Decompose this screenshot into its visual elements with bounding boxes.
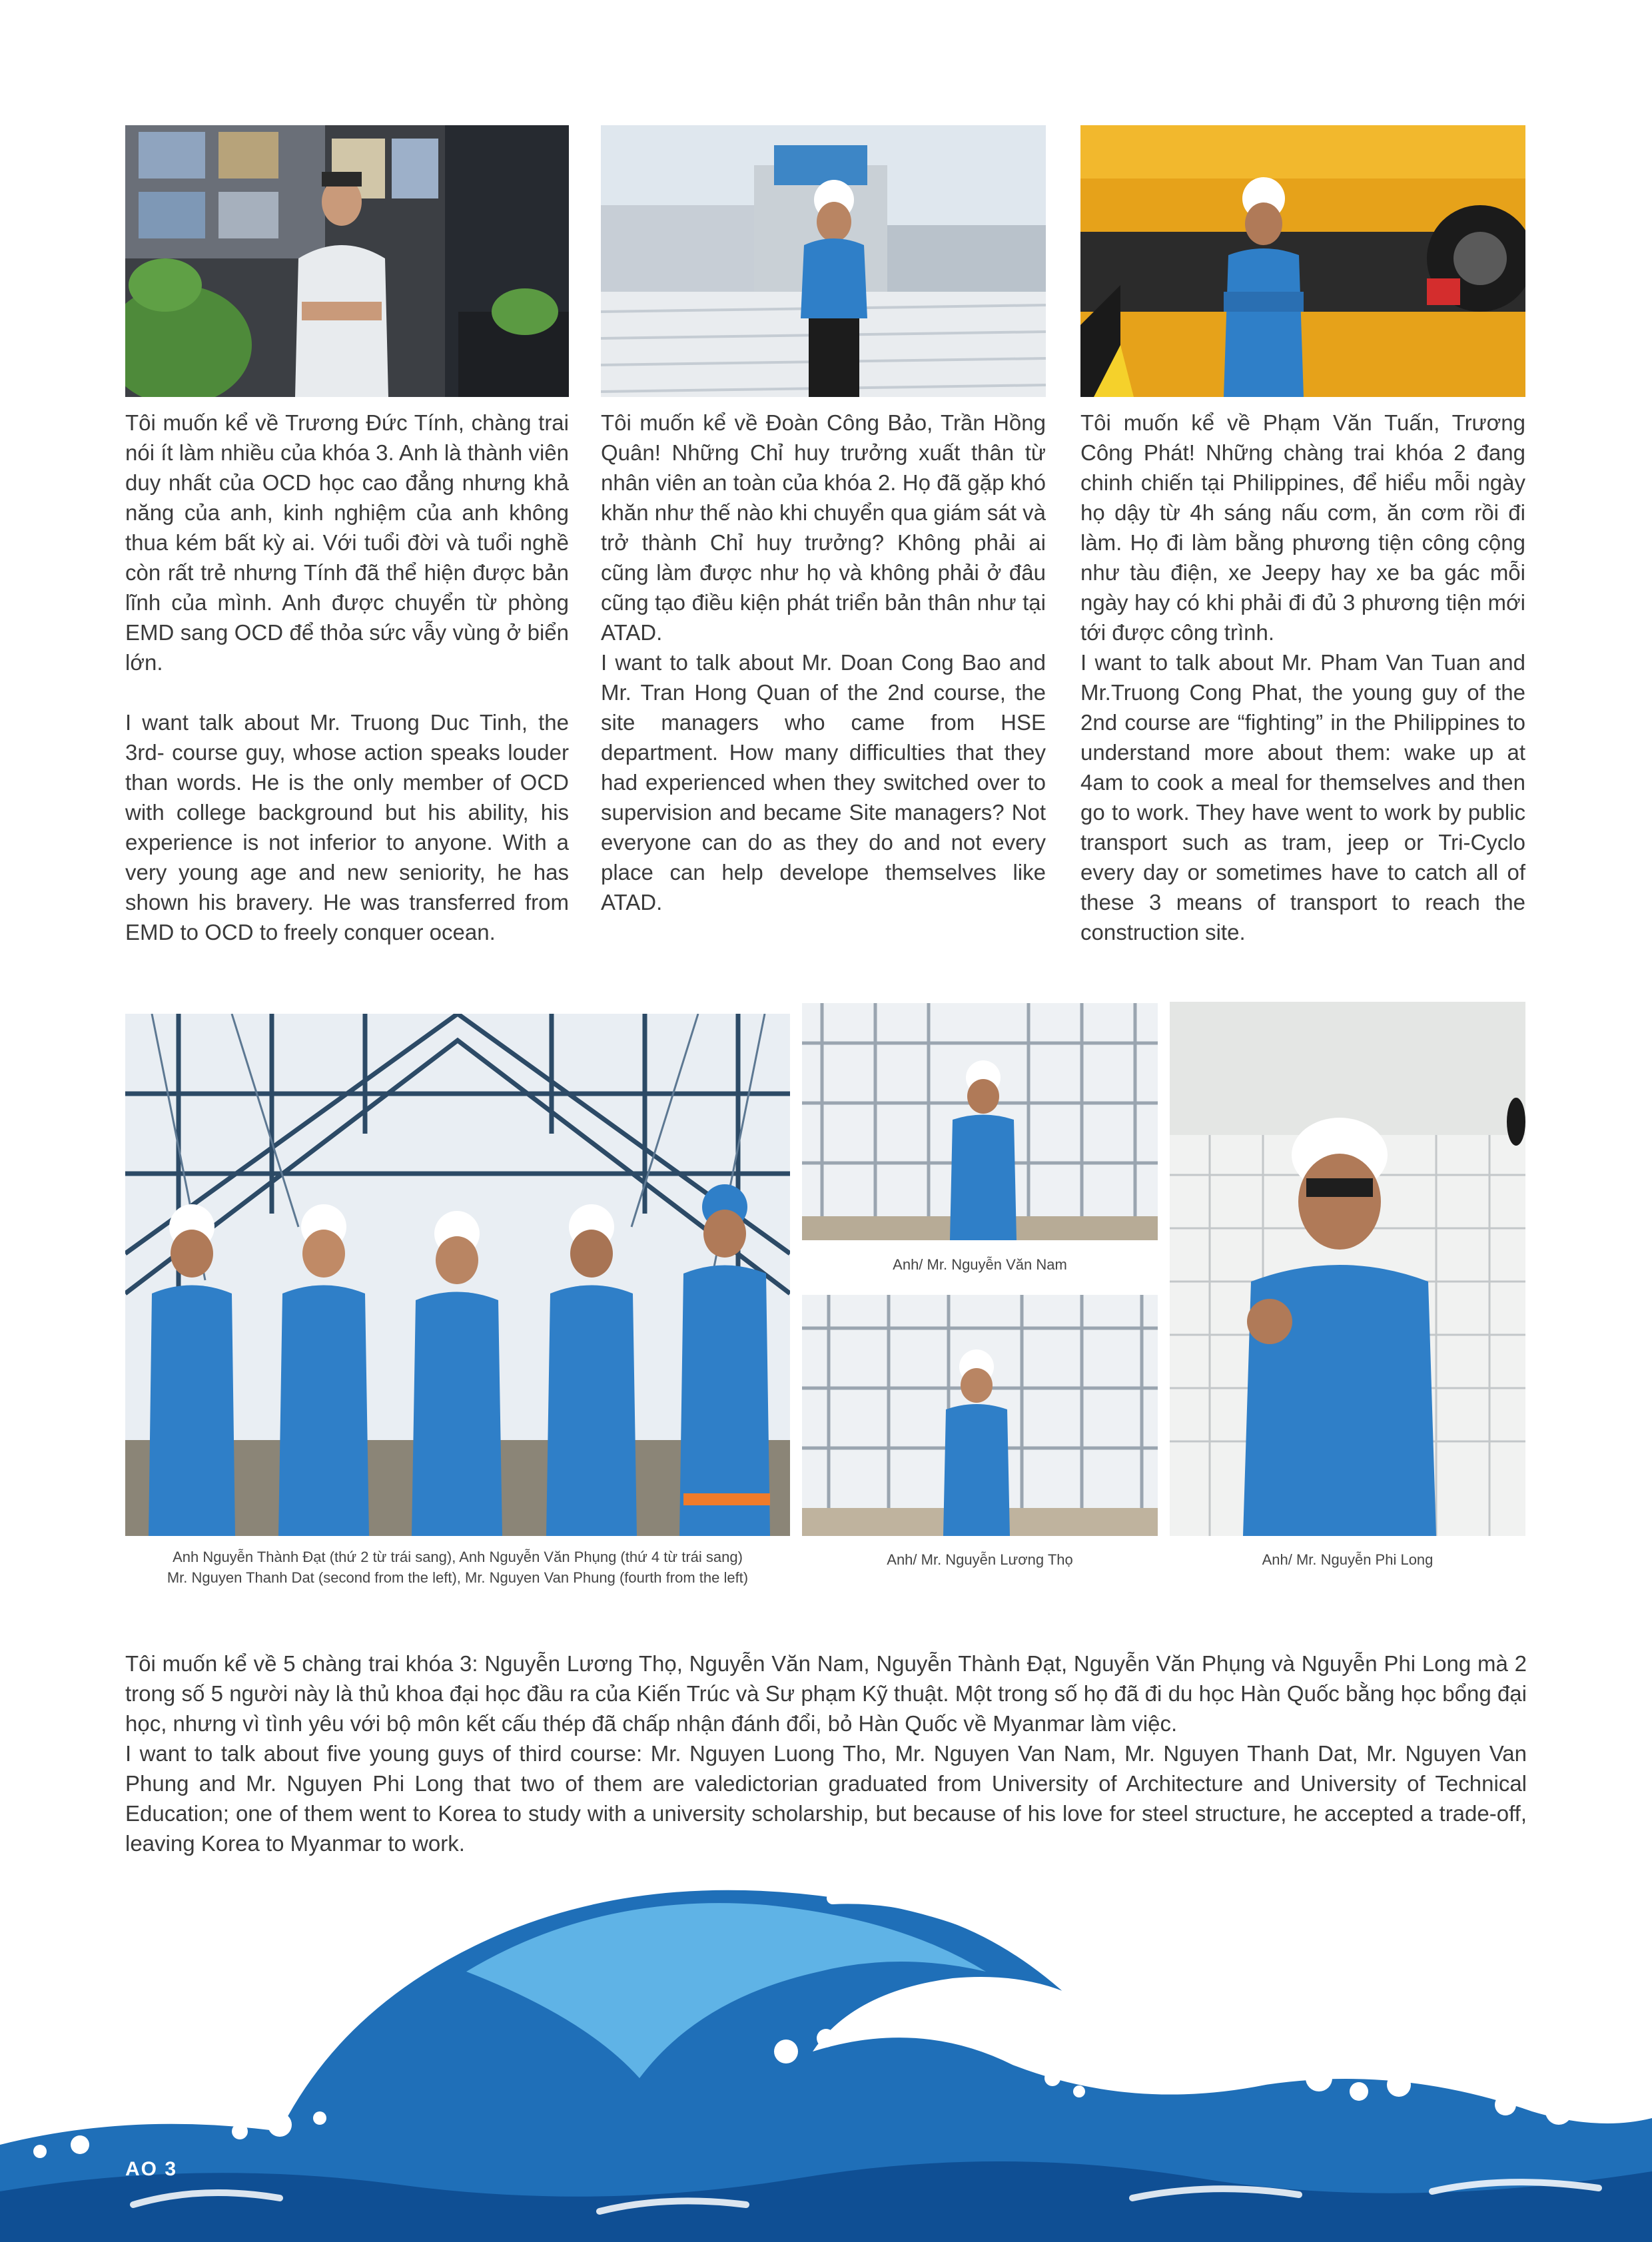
photo-pham-van-tuan — [1080, 125, 1525, 397]
column-text-1 — [125, 408, 569, 947]
man-thumbs-up-steel-frame-photo — [802, 1003, 1158, 1240]
column-3-english: I want to talk about Mr. Pham Van Tuan and Mr.Truong Cong Phat, the young guy of the 2nd course are “fighting” in the Philippines to understand more about them: wake up at 4am to cook a meal for themselves and then go to work. They have went to work by public transport such as tram, jeep or Tri-Cyclo every day or sometimes have to catch all of these 3 means of transport to reach the construction site. — [1080, 650, 1525, 944]
man-thumbs-up-warehouse-photo — [802, 1295, 1158, 1536]
photo-truong-duc-tinh — [125, 125, 569, 397]
ocean-wave-illustration — [0, 1798, 1652, 2242]
caption-group-vietnamese: Anh Nguyễn Thành Đạt (thứ 2 từ trái sang), Anh Nguyễn Văn Phụng (thứ 4 từ trái sang) — [173, 1549, 743, 1565]
page-number: AO 3 — [125, 2158, 178, 2180]
caption-nguyen-luong-tho: Anh/ Mr. Nguyễn Lương Thọ — [887, 1551, 1073, 1568]
photo-nguyen-phi-long — [1170, 1002, 1525, 1536]
column-2-vietnamese: Tôi muốn kể về Đoàn Công Bảo, Trần Hồng Quân! Những Chỉ huy trưởng xuất thân từ nhân viên an toàn của khóa 2. Họ đã gặp khó khăn như thế nào khi chuyển qua giám sát và trở thành Chỉ huy trưởng? Không phải ai cũng làm được như họ và không phải ở đâu cũng tạo điều kiện phát triển bản thân như tại ATAD. — [601, 410, 1046, 645]
column-1-vietnamese: Tôi muốn kể về Trương Đức Tính, chàng trai nói ít làm nhiều của khóa 3. Anh là thành viên duy nhất của OCD học cao đẳng nhưng khả năng của anh, kinh nghiệm của anh không thua kém bất kỳ ai. Với tuổi đời và tuổi nghề còn rất trẻ nhưng Tính đã thể hiện được bản lĩnh của mình. Anh được chuyển từ phòng EMD sang OCD để thỏa sức vẫy vùng ở biển lớn. — [125, 410, 569, 675]
group-at-steel-structure-photo — [125, 1014, 790, 1536]
caption-group-english: Mr. Nguyen Thanh Dat (second from the left), Mr. Nguyen Van Phung (fourth from the left) — [167, 1569, 749, 1586]
column-3-vietnamese: Tôi muốn kể về Phạm Văn Tuấn, Trương Công Phát! Những chàng trai khóa 2 đang chinh chiến tại Philippines, để hiểu mỗi ngày họ dậy từ 4h sáng nấu cơm, ăn cơm rồi đi làm. Họ đi làm bằng phương tiện công cộng như tàu điện, xe Jeepy hay xe ba gác mỗi ngày hay có khi phải đi đủ 3 phương tiện mới tới được công trình. — [1080, 410, 1525, 645]
column-1-english: I want talk about Mr. Truong Duc Tinh, the 3rd- course guy, whose action speaks louder than words. He is the only member of OCD with college background but his ability, his experience is not inferior to anyone. With a very young age and new seniority, he has shown his bravery. He was transferred from EMD to OCD to freely conquer ocean. — [125, 710, 569, 944]
caption-group-photo — [125, 1547, 790, 1588]
photo-doan-cong-bao — [601, 125, 1046, 397]
bottom-vietnamese: Tôi muốn kể về 5 chàng trai khóa 3: Nguyễn Lương Thọ, Nguyễn Văn Nam, Nguyễn Thành Đạt, Nguyễn Văn Phụng và Nguyễn Phi Long mà 2 trong số 5 người này là thủ khoa đại học đầu ra của Kiến Trúc và Sư phạm Kỹ thuật. Một trong số họ đã đi du học Hàn Quốc bằng học bổng đại học, nhưng vì tình yêu với bộ môn kết cấu thép đã chấp nhận đánh đổi, bỏ Hàn Quốc về Myanmar làm việc. — [125, 1651, 1527, 1736]
man-on-roof-photo — [601, 125, 1046, 397]
column-text-3 — [1080, 408, 1525, 947]
photo-group-five-engineers — [125, 1014, 790, 1536]
column-text-2 — [601, 408, 1046, 917]
column-2-english: I want to talk about Mr. Doan Cong Bao and Mr. Tran Hong Quan of the 2nd course, the site managers who came from HSE department. How many difficulties that they had experienced when they switched over to supervision and became Site managers? Not everyone can do as they do and not every place can help develope themselves like ATAD. — [601, 650, 1046, 915]
photo-nguyen-van-nam — [802, 1003, 1158, 1240]
caption-nguyen-van-nam: Anh/ Mr. Nguyễn Văn Nam — [893, 1256, 1067, 1273]
man-thumbs-up-closeup-photo — [1170, 1002, 1525, 1536]
photo-nguyen-luong-tho — [802, 1295, 1158, 1536]
caption-nguyen-phi-long: Anh/ Mr. Nguyễn Phi Long — [1262, 1551, 1434, 1568]
bottom-english: I want to talk about five young guys of third course: Mr. Nguyen Luong Tho, Mr. Nguyen Van Nam, Mr. Nguyen Thanh Dat, Mr. Nguyen Van Phung and Mr. Nguyen Phi Long that two of them are valedictorian graduated from University of Architecture and University of Technical Education; one of them went to Korea to study with a university scholarship, but because of his love for steel structure, he accepted a trade-off, leaving Korea to Myanmar to work. — [125, 1741, 1527, 1856]
man-by-crane-photo — [1080, 125, 1525, 397]
man-in-office-photo — [125, 125, 569, 397]
